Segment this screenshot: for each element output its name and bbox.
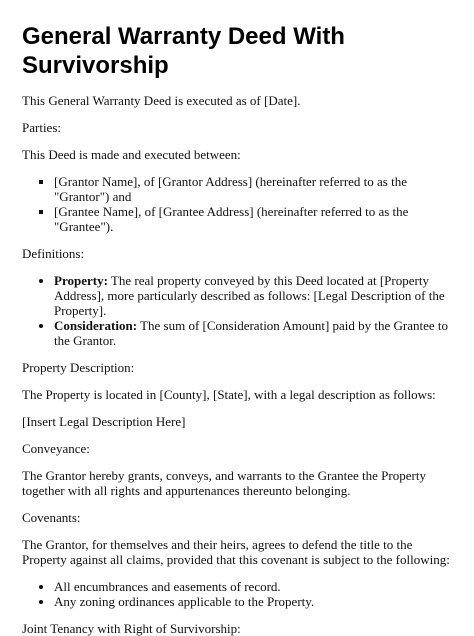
property-description-text: The Property is located in [County], [State], with a legal description as follows:: [22, 387, 436, 402]
legal-description-placeholder: [Insert Legal Description Here]: [22, 414, 186, 429]
list-item: • Any zoning ordinances applicable to the Property.: [54, 594, 452, 609]
covenants-text: The Grantor, for themselves and their heirs, agrees to defend the title to the Property against all claims, provided that this covenant is subject to the following:: [22, 537, 450, 567]
parties-heading: Parties:: [22, 120, 61, 135]
conveyance-text: The Grantor hereby grants, conveys, and warrants to the Grantee the Property together with all rights and appurtenances thereunto belonging.: [22, 468, 426, 498]
conveyance-heading: Conveyance:: [22, 441, 90, 456]
list-item: [54, 318, 452, 348]
definition-term: Consideration:: [54, 318, 138, 333]
covenants-list: [22, 579, 452, 609]
document-page: [22, 22, 452, 636]
parties-list: [22, 174, 452, 234]
covenants-heading: Covenants:: [22, 510, 81, 525]
joint-tenancy-heading: Joint Tenancy with Right of Survivorship:: [22, 621, 241, 636]
document-title: General Warranty Deed With Survivorship: [22, 23, 345, 79]
list-item: ▪ [Grantor Name], of [Grantor Address] (hereinafter referred to as the "Grantor") and: [54, 174, 452, 204]
list-item: • All encumbrances and easements of record.: [54, 579, 452, 594]
list-item: [54, 273, 452, 318]
definition-text: The sum of [Consideration Amount] paid by the Grantee to the Grantor.: [54, 318, 449, 348]
definition-term: Property:: [54, 273, 108, 288]
property-description-heading: Property Description:: [22, 360, 135, 375]
definitions-heading: Definitions:: [22, 246, 85, 261]
parties-lead: This Deed is made and executed between:: [22, 147, 241, 162]
intro-paragraph: This General Warranty Deed is executed as of [Date].: [22, 93, 301, 108]
definition-text: The real property conveyed by this Deed located at [Property Address], more particularly described as follows: [Legal Description of the Property].: [54, 273, 445, 318]
list-item: ▪ [Grantee Name], of [Grantee Address] (hereinafter referred to as the "Grantee").: [54, 204, 452, 234]
definitions-list: [22, 273, 452, 348]
